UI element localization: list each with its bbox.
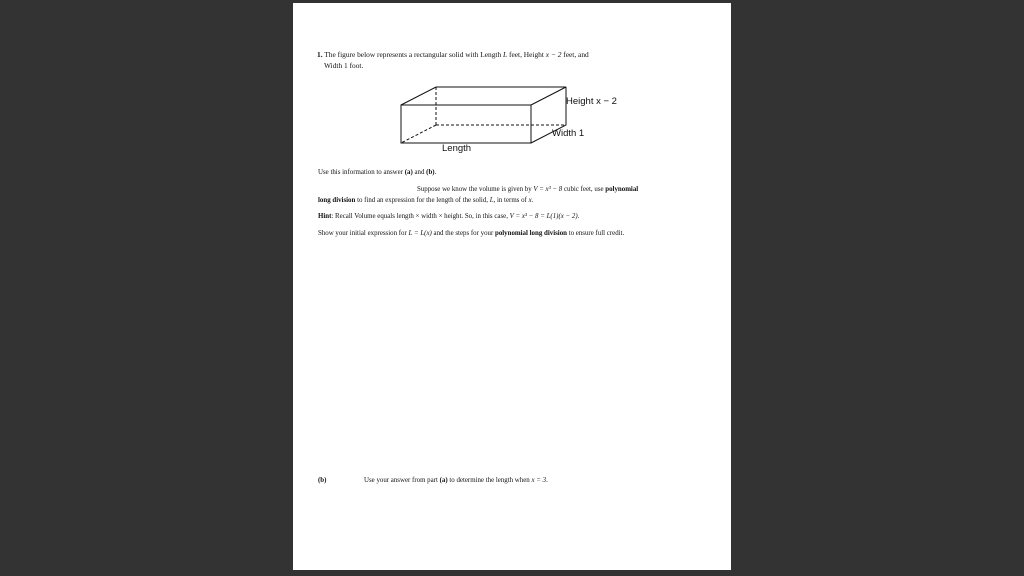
hint-text: Hint: Recall Volume equals length × width × height. So, in this case, V = x³ − 8 = L(1)(x − 2).	[318, 213, 580, 220]
width-label: Width 1	[552, 128, 585, 139]
part-b-text: Use your answer from part (a) to determine the length when x = 3.	[364, 477, 548, 484]
use-info-text: Use this information to answer (a) and (b).	[318, 169, 437, 176]
rectangular-solid-diagram	[293, 3, 731, 570]
problem-intro-line2: Width 1 foot.	[324, 61, 364, 70]
solid-front-face	[401, 105, 531, 143]
part-a-line1: Suppose we know the volume is given by V = x³ − 8 cubic feet, use polynomial	[417, 186, 639, 193]
problem-number: 1.	[317, 50, 323, 59]
part-a-line2: long division to find an expression for the length of the solid, L, in terms of x.	[318, 197, 534, 204]
height-label: Height x − 2	[566, 96, 617, 107]
part-b-tag: (b)	[318, 477, 327, 484]
length-label: Length	[442, 143, 472, 154]
problem-intro-line1: 1. The figure below represents a rectangular solid with Length L feet, Height x − 2 feet, and	[317, 50, 589, 59]
worksheet-page	[293, 3, 731, 570]
show-work-text: Show your initial expression for L = L(x) and the steps for your polynomial long division to ensure full credit.	[318, 230, 625, 237]
solid-top-face	[401, 87, 566, 105]
solid-hidden-edge-depth	[401, 125, 436, 143]
